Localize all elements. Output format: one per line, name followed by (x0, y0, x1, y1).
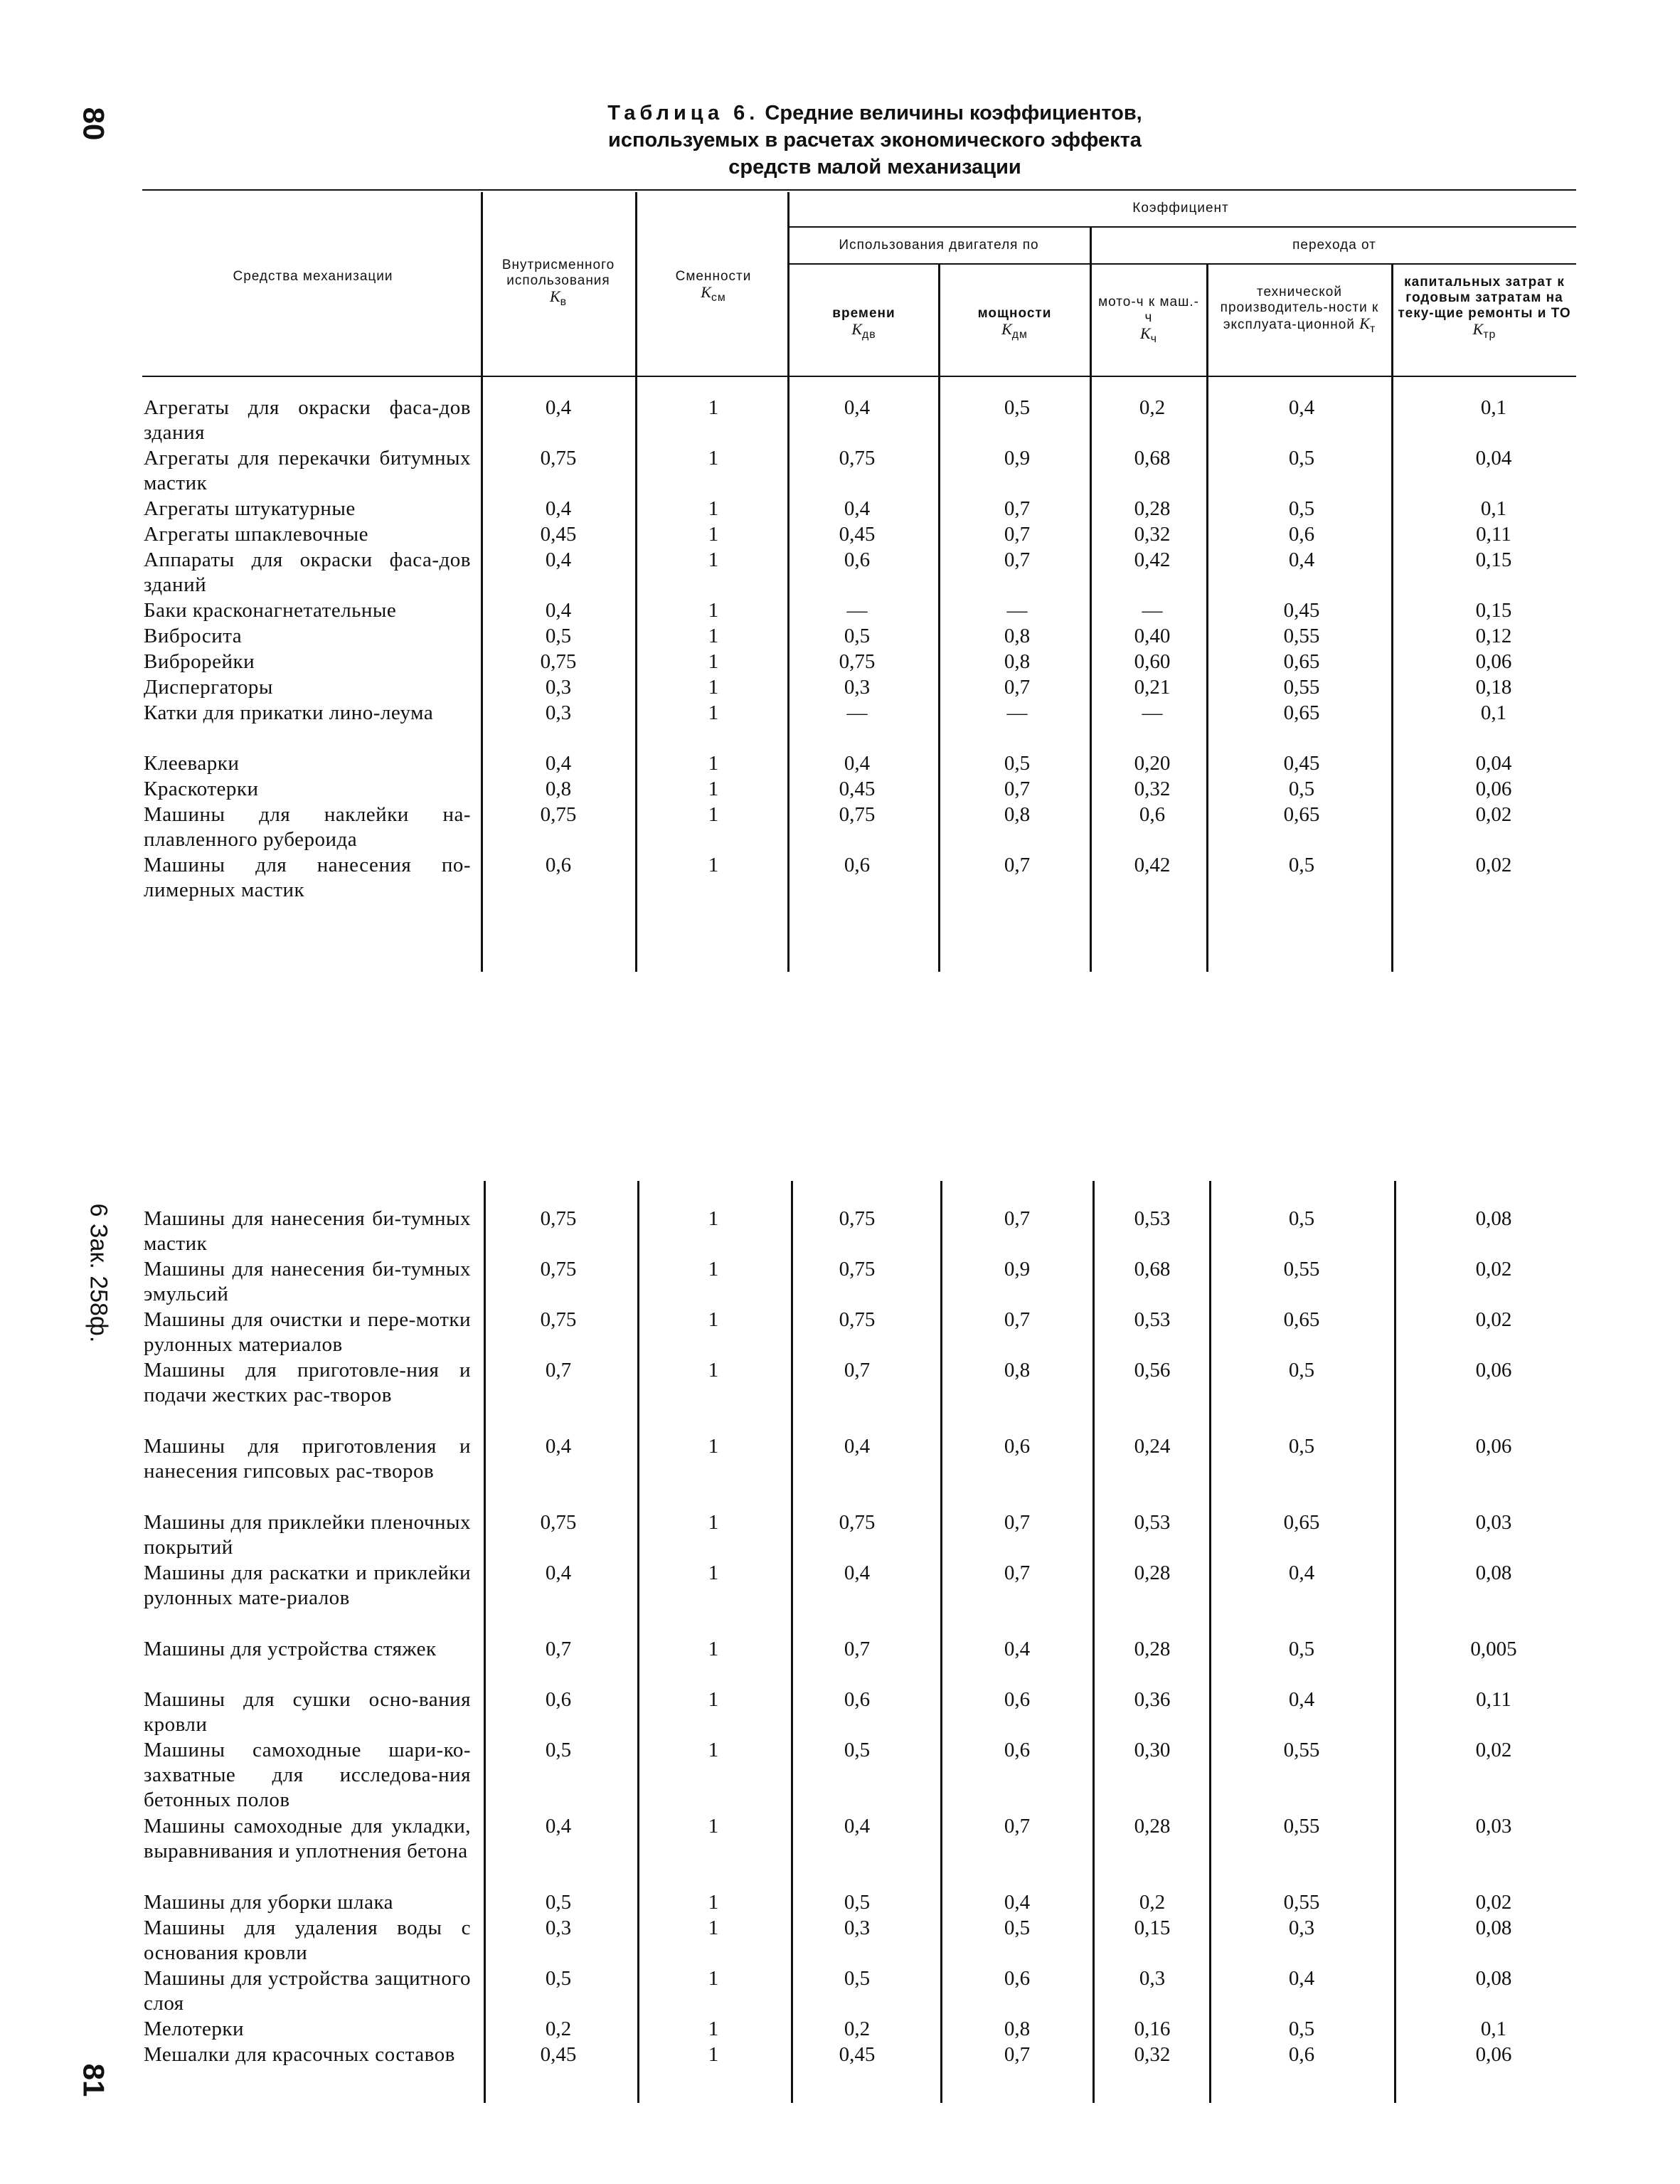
cell-kv: 0,45 (540, 2043, 577, 2066)
title-line1: Средние величины коэффициентов, (759, 102, 1142, 124)
cell-ksm: 1 (708, 1967, 719, 1990)
header-power: мощности $K_{дм}$ (977, 306, 1052, 341)
header-divider-7 (1391, 265, 1393, 377)
cell-ktr: 0,02 (1475, 803, 1512, 826)
page-number-top: 80 (77, 107, 111, 141)
cell-kt: 0,5 (1288, 1638, 1315, 1660)
cell-kch: 0,2 (1139, 1891, 1166, 1914)
cell-ksm: 1 (708, 497, 719, 520)
cell-kdv: 0,5 (844, 625, 871, 647)
body-divider-bottom-7 (1394, 1181, 1396, 2103)
cell-kdv: 0,5 (844, 1967, 871, 1990)
cell-kv: 0,45 (540, 523, 577, 546)
cell-kdv: 0,5 (844, 1891, 871, 1914)
row-name: Агрегаты для перекачки битумных мастик (144, 447, 471, 494)
cell-kv: 0,75 (540, 1308, 577, 1331)
cell-kt: 0,55 (1283, 1739, 1320, 1761)
row-name: Клееварки (144, 752, 240, 775)
cell-kt: 0,4 (1288, 1967, 1315, 1990)
cell-kt: 0,5 (1288, 778, 1315, 800)
cell-kdv: 0,6 (844, 854, 871, 876)
row-name: Баки красконагнетательные (144, 599, 397, 622)
cell-kdv: 0,3 (844, 1917, 871, 1939)
page-number-bottom: 81 (77, 2063, 111, 2097)
cell-ktr: 0,06 (1475, 778, 1512, 800)
cell-kch: 0,28 (1134, 1815, 1171, 1838)
cell-kch: 0,42 (1134, 854, 1171, 876)
title-line3: средств малой механизации (728, 156, 1021, 179)
cell-kv: 0,5 (545, 1739, 572, 1761)
cell-ksm: 1 (708, 599, 719, 622)
row-name: Машины для уборки шлака (144, 1891, 394, 1914)
cell-kt: 0,5 (1288, 447, 1315, 470)
body-divider-top-1 (481, 377, 483, 972)
cell-kch: 0,60 (1134, 650, 1171, 673)
cell-kch: 0,53 (1134, 1511, 1171, 1534)
cell-ksm: 1 (708, 1562, 719, 1584)
cell-kv: 0,75 (540, 1207, 577, 1230)
cell-kt: 0,4 (1288, 548, 1315, 571)
cell-ksm: 1 (708, 803, 719, 826)
cell-kt: 0,5 (1288, 1359, 1315, 1382)
cell-kch: 0,21 (1134, 676, 1171, 699)
cell-ksm: 1 (708, 1917, 719, 1939)
cell-kdv: 0,5 (844, 1739, 871, 1761)
cell-kv: 0,4 (545, 1562, 572, 1584)
cell-kt: 0,65 (1283, 1308, 1320, 1331)
cell-kch: 0,68 (1134, 447, 1171, 470)
cell-kdm: 0,7 (1004, 523, 1031, 546)
cell-kt: 0,3 (1288, 1917, 1315, 1939)
cell-kdm: 0,4 (1004, 1891, 1031, 1914)
cell-kv: 0,3 (545, 676, 572, 699)
cell-kv: 0,4 (545, 752, 572, 775)
cell-kdv: 0,75 (839, 1308, 876, 1331)
cell-ktr: 0,03 (1475, 1815, 1512, 1838)
cell-kt: 0,55 (1283, 625, 1320, 647)
cell-kv: 0,4 (545, 396, 572, 419)
cell-ksm: 1 (708, 701, 719, 724)
header-capital: капитальных затрат к годовым затратам на теку-щие ремонты и ТО $K_{тр}$ (1398, 275, 1571, 341)
cell-kch: 0,2 (1139, 396, 1166, 419)
cell-ktr: 0,11 (1476, 1688, 1511, 1711)
cell-kdv: 0,75 (839, 1207, 876, 1230)
row-name: Мелотерки (144, 2018, 245, 2040)
cell-kdv: 0,7 (844, 1359, 871, 1382)
cell-kch: 0,53 (1134, 1308, 1171, 1331)
cell-kdm: 0,8 (1004, 1359, 1031, 1382)
cell-ktr: 0,1 (1480, 497, 1507, 520)
header-divider-2 (635, 192, 637, 377)
body-divider-top-5 (1090, 377, 1092, 972)
cell-kch: 0,28 (1134, 497, 1171, 520)
cell-kch: 0,40 (1134, 625, 1171, 647)
cell-ktr: 0,04 (1475, 752, 1512, 775)
row-name: Машины для очистки и пере-мотки рулонных материалов (144, 1308, 471, 1356)
header-shift: Сменности $K_{см}$ (675, 269, 752, 304)
cell-ktr: 0,03 (1475, 1511, 1512, 1534)
row-name: Виброрейки (144, 650, 255, 673)
cell-kdm: 0,7 (1004, 1511, 1031, 1534)
cell-kv: 0,6 (545, 1688, 572, 1711)
row-name: Машины для удаления воды с основания кровли (144, 1917, 471, 1964)
cell-ktr: 0,02 (1475, 1739, 1512, 1761)
cell-kt: 0,5 (1288, 497, 1315, 520)
header-divider-4 (938, 265, 940, 377)
cell-kdm: 0,7 (1004, 854, 1031, 876)
cell-ktr: 0,02 (1475, 854, 1512, 876)
cell-kdv: 0,45 (839, 523, 876, 546)
title-label: Таблица 6. (607, 102, 760, 124)
row-name: Машины для нанесения би-тумных эмульсий (144, 1258, 471, 1305)
cell-ktr: 0,005 (1470, 1638, 1517, 1660)
cell-kt: 0,65 (1283, 701, 1320, 724)
body-divider-bottom-6 (1209, 1181, 1211, 2103)
cell-kt: 0,45 (1283, 599, 1320, 622)
cell-ksm: 1 (708, 650, 719, 673)
row-name: Агрегаты шпаклевочные (144, 523, 368, 546)
cell-kt: 0,5 (1288, 2018, 1315, 2040)
body-divider-bottom-4 (940, 1181, 942, 2103)
cell-kdv: — (846, 599, 868, 622)
header-intra-use: Внутрисменного использования $K_в$ (501, 258, 615, 308)
table-title (555, 100, 1195, 181)
cell-ktr: 0,08 (1475, 1967, 1512, 1990)
cell-kdv: 0,45 (839, 778, 876, 800)
cell-ksm: 1 (708, 1891, 719, 1914)
cell-kdv: 0,4 (844, 752, 871, 775)
cell-ksm: 1 (708, 1739, 719, 1761)
cell-kch: 0,20 (1134, 752, 1171, 775)
cell-kdm: 0,9 (1004, 447, 1031, 470)
cell-kch: — (1142, 701, 1163, 724)
cell-ksm: 1 (708, 1359, 719, 1382)
cell-ksm: 1 (708, 778, 719, 800)
cell-kt: 0,55 (1283, 1815, 1320, 1838)
cell-kch: 0,32 (1134, 523, 1171, 546)
header-means: Средства механизации (233, 269, 393, 284)
header-moto: мото-ч к маш.-ч $K_ч$ (1098, 295, 1199, 345)
row-name: Машины для нанесения по-лимерных мастик (144, 854, 471, 901)
cell-ktr: 0,18 (1475, 676, 1512, 699)
cell-ksm: 1 (708, 1207, 719, 1230)
cell-kdm: 0,6 (1004, 1435, 1031, 1458)
cell-kv: 0,75 (540, 447, 577, 470)
cell-kdm: 0,6 (1004, 1967, 1031, 1990)
cell-kdm: 0,8 (1004, 625, 1031, 647)
header-transition: перехода от (1292, 238, 1376, 253)
cell-ksm: 1 (708, 396, 719, 419)
cell-ktr: 0,06 (1475, 2043, 1512, 2066)
cell-ksm: 1 (708, 1688, 719, 1711)
cell-ktr: 0,02 (1475, 1891, 1512, 1914)
body-divider-bottom-5 (1092, 1181, 1095, 2103)
cell-kch: 0,24 (1134, 1435, 1171, 1458)
row-name: Диспергаторы (144, 676, 273, 699)
cell-ksm: 1 (708, 2018, 719, 2040)
cell-kdv: 0,4 (844, 1435, 871, 1458)
cell-kdm: 0,6 (1004, 1688, 1031, 1711)
cell-kch: 0,30 (1134, 1739, 1171, 1761)
cell-kv: 0,75 (540, 803, 577, 826)
cell-kv: 0,4 (545, 497, 572, 520)
cell-ksm: 1 (708, 676, 719, 699)
title-line2: используемых в расчетах экономического эффекта (608, 129, 1142, 152)
cell-kt: 0,45 (1283, 752, 1320, 775)
cell-ktr: 0,1 (1480, 396, 1507, 419)
cell-kdv: 0,75 (839, 1511, 876, 1534)
row-name: Машины для устройства стяжек (144, 1638, 437, 1660)
cell-ktr: 0,15 (1475, 548, 1512, 571)
cell-kt: 0,5 (1288, 1207, 1315, 1230)
cell-kv: 0,4 (545, 1435, 572, 1458)
cell-kdm: 0,7 (1004, 1207, 1031, 1230)
cell-kch: 0,28 (1134, 1562, 1171, 1584)
header-engine-use: Использования двигателя по (839, 238, 1039, 253)
row-name: Машины для раскатки и приклейки рулонных мате-риалов (144, 1562, 471, 1609)
row-name: Машины самоходные для укладки, выравнивания и уплотнения бетона (144, 1815, 471, 1862)
header-time: времени $K_{дв}$ (832, 306, 895, 341)
cell-kch: 0,16 (1134, 2018, 1171, 2040)
cell-kch: 0,36 (1134, 1688, 1171, 1711)
cell-ksm: 1 (708, 2043, 719, 2066)
cell-kdv: 0,4 (844, 1562, 871, 1584)
cell-kdv: 0,4 (844, 497, 871, 520)
cell-kch: 0,32 (1134, 2043, 1171, 2066)
cell-ktr: 0,06 (1475, 650, 1512, 673)
cell-ksm: 1 (708, 1308, 719, 1331)
cell-kdm: 0,7 (1004, 548, 1031, 571)
cell-ktr: 0,1 (1480, 701, 1507, 724)
cell-kdv: 0,3 (844, 676, 871, 699)
cell-kdm: 0,7 (1004, 497, 1031, 520)
cell-kv: 0,4 (545, 1815, 572, 1838)
cell-kdv: 0,75 (839, 650, 876, 673)
cell-kdv: 0,45 (839, 2043, 876, 2066)
cell-ktr: 0,08 (1475, 1562, 1512, 1584)
body-divider-top-2 (635, 377, 637, 972)
cell-ktr: 0,06 (1475, 1435, 1512, 1458)
row-name: Машины самоходные шари-ко-захватные для исследова-ния бетонных полов (144, 1739, 471, 1811)
cell-kdm: 0,5 (1004, 1917, 1031, 1939)
cell-ksm: 1 (708, 548, 719, 571)
cell-ksm: 1 (708, 1435, 719, 1458)
cell-kt: 0,6 (1288, 523, 1315, 546)
header-top-rule (142, 189, 1576, 191)
cell-kdm: 0,7 (1004, 1308, 1031, 1331)
header-divider-5 (1090, 228, 1092, 377)
cell-kv: 0,75 (540, 1258, 577, 1281)
order-code: 6 Зак. 258ф. (85, 1203, 112, 1343)
cell-kt: 0,4 (1288, 1688, 1315, 1711)
cell-kv: 0,7 (545, 1359, 572, 1382)
cell-kdm: — (1006, 599, 1028, 622)
cell-kt: 0,4 (1288, 1562, 1315, 1584)
cell-kdm: 0,4 (1004, 1638, 1031, 1660)
cell-kv: 0,3 (545, 701, 572, 724)
cell-kdv: 0,75 (839, 803, 876, 826)
cell-kv: 0,5 (545, 1891, 572, 1914)
cell-kdv: 0,4 (844, 396, 871, 419)
cell-ktr: 0,06 (1475, 1359, 1512, 1382)
cell-kdv: 0,75 (839, 447, 876, 470)
cell-ktr: 0,12 (1475, 625, 1512, 647)
cell-ksm: 1 (708, 523, 719, 546)
cell-kt: 0,6 (1288, 2043, 1315, 2066)
cell-kt: 0,5 (1288, 1435, 1315, 1458)
header-rule-groups (788, 263, 1576, 265)
body-divider-top-6 (1206, 377, 1208, 972)
cell-ksm: 1 (708, 1638, 719, 1660)
cell-ktr: 0,02 (1475, 1258, 1512, 1281)
header-rule-coef (788, 226, 1576, 228)
cell-kch: 0,42 (1134, 548, 1171, 571)
cell-ktr: 0,15 (1475, 599, 1512, 622)
cell-kch: 0,32 (1134, 778, 1171, 800)
header-coefficient: Коэффициент (1132, 201, 1229, 216)
cell-kch: — (1142, 599, 1163, 622)
cell-kv: 0,4 (545, 548, 572, 571)
cell-kdm: 0,9 (1004, 1258, 1031, 1281)
header-bottom-rule (142, 376, 1576, 377)
row-name: Машины для нанесения би-тумных мастик (144, 1207, 471, 1255)
cell-kdv: 0,6 (844, 548, 871, 571)
row-name: Краскотерки (144, 778, 259, 800)
cell-kt: 0,65 (1283, 803, 1320, 826)
cell-ksm: 1 (708, 752, 719, 775)
cell-kdm: 0,5 (1004, 752, 1031, 775)
cell-ktr: 0,08 (1475, 1207, 1512, 1230)
cell-kdm: 0,7 (1004, 676, 1031, 699)
cell-kch: 0,68 (1134, 1258, 1171, 1281)
cell-ktr: 0,04 (1475, 447, 1512, 470)
cell-kdm: 0,5 (1004, 396, 1031, 419)
cell-kdm: 0,8 (1004, 650, 1031, 673)
cell-kdv: 0,4 (844, 1815, 871, 1838)
row-name: Аппараты для окраски фаса-дов зданий (144, 548, 471, 596)
cell-ksm: 1 (708, 1511, 719, 1534)
cell-kdm: — (1006, 701, 1028, 724)
body-divider-top-7 (1391, 377, 1393, 972)
cell-kv: 0,5 (545, 1967, 572, 1990)
cell-kdv: 0,6 (844, 1688, 871, 1711)
cell-kv: 0,5 (545, 625, 572, 647)
cell-ktr: 0,11 (1476, 523, 1511, 546)
cell-kt: 0,65 (1283, 650, 1320, 673)
cell-ksm: 1 (708, 447, 719, 470)
cell-ksm: 1 (708, 1258, 719, 1281)
cell-ktr: 0,02 (1475, 1308, 1512, 1331)
cell-kdv: 0,7 (844, 1638, 871, 1660)
cell-kch: 0,3 (1139, 1967, 1166, 1990)
cell-kt: 0,4 (1288, 396, 1315, 419)
header-tech: технической производитель-ности к эксплуата-ционной $K_т$ (1220, 285, 1379, 335)
cell-kv: 0,8 (545, 778, 572, 800)
cell-kdm: 0,8 (1004, 803, 1031, 826)
cell-kdm: 0,8 (1004, 2018, 1031, 2040)
cell-kdm: 0,7 (1004, 2043, 1031, 2066)
cell-kch: 0,6 (1139, 803, 1166, 826)
row-name: Мешалки для красочных составов (144, 2043, 455, 2066)
cell-kv: 0,75 (540, 650, 577, 673)
row-name: Машины для приготовления и нанесения гипсовых рас-творов (144, 1435, 471, 1483)
cell-kt: 0,55 (1283, 1891, 1320, 1914)
row-name: Агрегаты для окраски фаса-дов здания (144, 396, 471, 444)
cell-kch: 0,28 (1134, 1638, 1171, 1660)
cell-kt: 0,55 (1283, 676, 1320, 699)
header-divider-6 (1206, 265, 1208, 377)
row-name: Машины для приклейки пленочных покрытий (144, 1511, 471, 1559)
cell-ktr: 0,1 (1480, 2018, 1507, 2040)
cell-kdm: 0,6 (1004, 1739, 1031, 1761)
row-name: Машины для приготовле-ния и подачи жестких рас-творов (144, 1359, 471, 1406)
row-name: Машины для сушки осно-вания кровли (144, 1688, 471, 1736)
cell-ksm: 1 (708, 625, 719, 647)
body-divider-top-4 (938, 377, 940, 972)
cell-kv: 0,7 (545, 1638, 572, 1660)
cell-ksm: 1 (708, 1815, 719, 1838)
row-name: Вибросита (144, 625, 243, 647)
cell-kv: 0,75 (540, 1511, 577, 1534)
cell-kdv: 0,2 (844, 2018, 871, 2040)
cell-kch: 0,15 (1134, 1917, 1171, 1939)
cell-kv: 0,6 (545, 854, 572, 876)
row-name: Машины для устройства защитного слоя (144, 1967, 471, 2015)
cell-kt: 0,55 (1283, 1258, 1320, 1281)
cell-kv: 0,3 (545, 1917, 572, 1939)
header-divider-1 (481, 192, 483, 377)
cell-kch: 0,56 (1134, 1359, 1171, 1382)
row-name: Агрегаты штукатурные (144, 497, 356, 520)
cell-ksm: 1 (708, 854, 719, 876)
cell-kt: 0,5 (1288, 854, 1315, 876)
cell-kdv: — (846, 701, 868, 724)
cell-kv: 0,4 (545, 599, 572, 622)
cell-kdm: 0,7 (1004, 1562, 1031, 1584)
cell-kch: 0,53 (1134, 1207, 1171, 1230)
cell-kt: 0,65 (1283, 1511, 1320, 1534)
row-name: Машины для наклейки на-плавленного рубероида (144, 803, 471, 851)
cell-kdm: 0,7 (1004, 1815, 1031, 1838)
cell-ktr: 0,08 (1475, 1917, 1512, 1939)
cell-kv: 0,2 (545, 2018, 572, 2040)
row-name: Катки для прикатки лино-леума (144, 701, 434, 724)
cell-kdv: 0,75 (839, 1258, 876, 1281)
cell-kdm: 0,7 (1004, 778, 1031, 800)
